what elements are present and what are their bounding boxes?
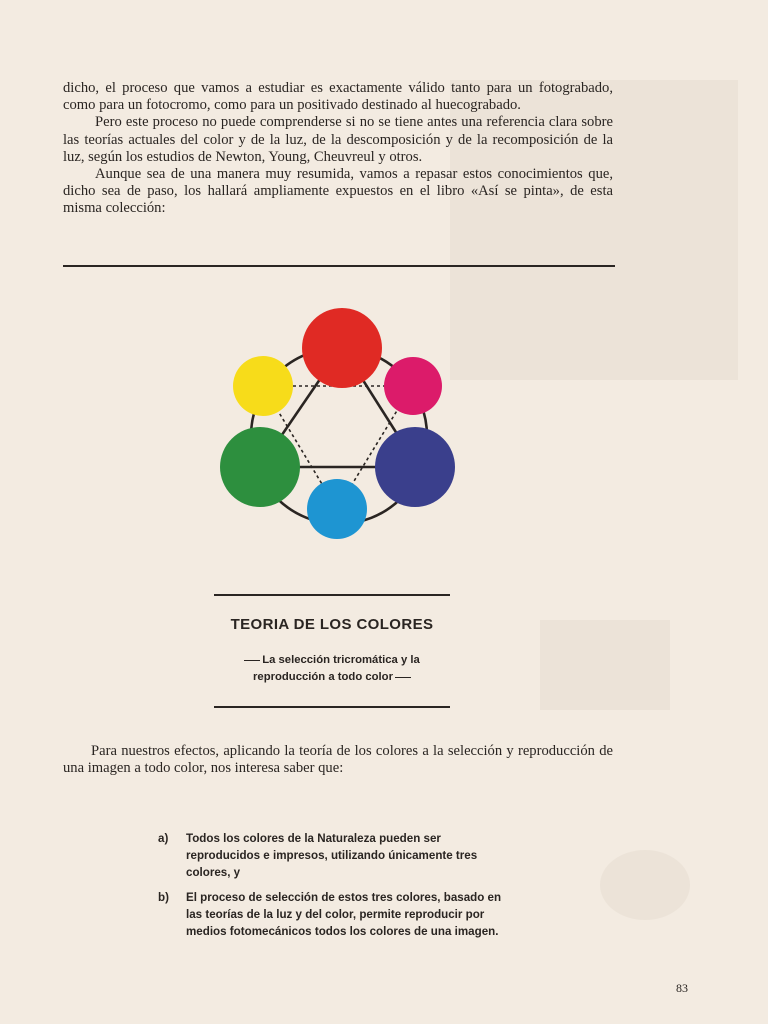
intro-paragraph: Pero este proceso no puede comprenderse si no se tiene antes una referencia clara sobre las teorías actuales del color y de la luz, de la descomposición y de la recomposición de la luz, según los estudios de Newton, Young, Cheuvreul y otros. (63, 114, 613, 165)
intro-paragraph: Aunque sea de una manera muy resumida, vamos a repasar estos conocimientos que, dicho sea de paso, los hallará ampliamente expuestos en el libro «Así se pinta», de esta misma colección: (63, 166, 613, 217)
section-heading: TEORIA DE LOS COLORES (230, 616, 434, 633)
green-circle (220, 427, 300, 507)
key-points-list (158, 830, 514, 948)
subtitle-line: reproducción a todo color (253, 671, 393, 683)
red-circle (302, 308, 382, 388)
list-marker: a) (158, 832, 169, 845)
section-subtitle (214, 652, 450, 686)
yellow-circle (233, 356, 293, 416)
list-text: Todos los colores de la Naturaleza pueden ser reproducidos e impresos, utilizando únicamente tres colores, y (186, 832, 478, 879)
show-through-shadow (600, 850, 690, 920)
list-item (158, 889, 514, 940)
box-bottom-rule (214, 706, 450, 708)
box-top-rule (214, 594, 450, 596)
page-number: 83 (676, 981, 688, 995)
section-divider (63, 265, 615, 267)
list-marker: b) (158, 891, 169, 904)
intro-text (63, 80, 613, 218)
intro-paragraph: dicho, el proceso que vamos a estudiar es exactamente válido tanto para un fotograbado, como para un fotocromo, como para un positivado destinado al huecograbado. (63, 80, 613, 114)
show-through-shadow (540, 620, 670, 710)
magenta-circle (384, 357, 442, 415)
subtitle-dash (244, 660, 260, 661)
cyan-circle (307, 479, 367, 539)
body-paragraph: Para nuestros efectos, aplicando la teoría de los colores a la selección y reproducción de una imagen a todo color, nos interesa saber que: (63, 743, 613, 777)
subtitle-dash (395, 677, 411, 678)
color-wheel-diagram (212, 300, 462, 545)
blue-circle (375, 427, 455, 507)
list-text: El proceso de selección de estos tres colores, basado en las teorías de la luz y del color, permite reproducir por medios fotomecánicos todos los colores de una imagen. (186, 891, 502, 938)
list-item (158, 830, 514, 881)
subtitle-line: La selección tricromática y la (262, 654, 420, 666)
